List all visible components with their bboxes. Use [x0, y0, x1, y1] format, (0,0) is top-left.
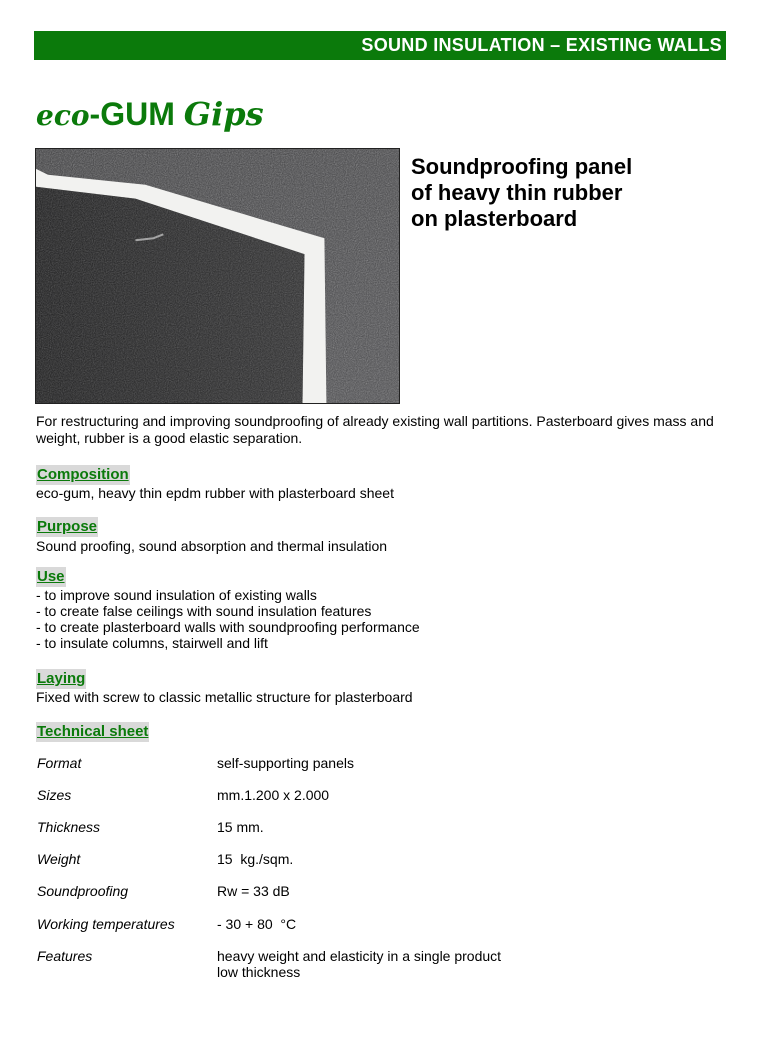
tech-value-line: self-supporting panels	[217, 755, 354, 771]
tech-label: Sizes	[37, 787, 72, 803]
tech-label: Features	[37, 948, 93, 964]
section-body-purpose	[36, 538, 730, 554]
tech-value	[217, 883, 717, 899]
section-body-use	[36, 587, 730, 651]
tech-value-line: low thickness	[217, 964, 301, 980]
logo-gum: GUM	[100, 96, 184, 132]
tech-value-line: 15 kg./sqm.	[217, 851, 294, 867]
purpose-line: Sound proofing, sound absorption and thermal insulation	[36, 538, 388, 554]
logo-eco: eco	[36, 99, 90, 132]
use-line: - to improve sound insulation of existing walls	[36, 587, 317, 603]
tech-value	[217, 819, 717, 835]
tech-value	[217, 948, 717, 980]
intro-paragraph: For restructuring and improving soundproofing of already existing wall partitions. Pasterboard gives mass and weight, rubber is a good elastic separation.	[36, 413, 714, 446]
use-line: - to create plasterboard walls with soundproofing performance	[36, 619, 420, 635]
tech-value-line: Rw = 33 dB	[217, 883, 290, 899]
headline-line: Soundproofing panel	[411, 154, 633, 179]
tech-value-line: 15 mm.	[217, 819, 264, 835]
tech-label: Format	[37, 755, 82, 771]
logo-gips: Gips	[183, 95, 264, 133]
logo-dash: -	[89, 96, 101, 132]
composition-line: eco-gum, heavy thin epdm rubber with plasterboard sheet	[36, 485, 394, 501]
tech-label: Weight	[37, 851, 81, 867]
tech-value-line: - 30 + 80 °C	[217, 916, 297, 932]
laying-line: Fixed with screw to classic metallic structure for plasterboard	[36, 689, 413, 705]
section-body-composition	[36, 485, 730, 501]
section-title-technical-sheet: Technical sheet	[37, 723, 149, 740]
tech-value-line: heavy weight and elasticity in a single product	[217, 948, 502, 964]
tech-value-line: mm.1.200 x 2.000	[217, 787, 330, 803]
section-title-purpose: Purpose	[37, 518, 98, 535]
section-body-laying	[36, 689, 730, 705]
tech-value	[217, 916, 717, 932]
headline-line: of heavy thin rubber	[411, 180, 623, 205]
brand-logo	[36, 92, 264, 136]
headline-line: on plasterboard	[411, 206, 578, 231]
tech-value	[217, 787, 717, 803]
use-line: - to create false ceilings with sound insulation features	[36, 603, 372, 619]
product-photo	[35, 148, 400, 404]
section-title-laying: Laying	[37, 670, 86, 687]
tech-label: Working temperatures	[37, 916, 175, 932]
tech-value	[217, 851, 717, 867]
tech-label: Soundproofing	[37, 883, 129, 899]
section-title-use: Use	[37, 568, 65, 585]
tech-value	[217, 755, 717, 771]
category-banner: SOUND INSULATION – EXISTING WALLS	[34, 31, 726, 60]
product-headline	[411, 154, 731, 232]
section-title-composition: Composition	[37, 466, 129, 483]
use-line: - to insulate columns, stairwell and lift	[36, 635, 268, 651]
tech-label: Thickness	[37, 819, 101, 835]
